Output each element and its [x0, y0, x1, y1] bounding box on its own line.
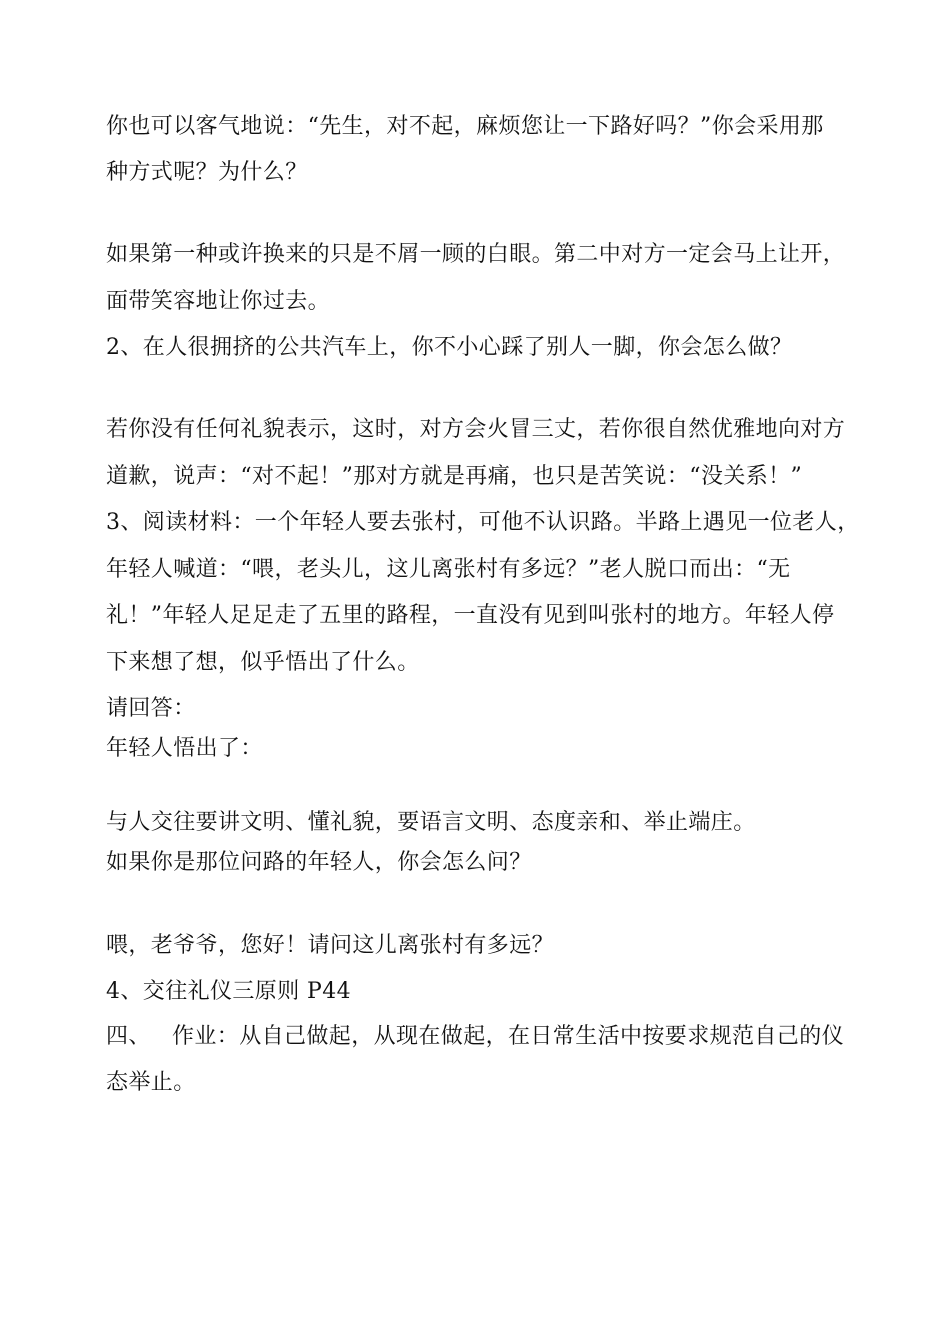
text-line: 若你没有任何礼貌表示，这时，对方会火冒三丈，若你很自然优雅地向对方 — [106, 417, 846, 442]
text-line: 你也可以客气地说：“先生，对不起，麻烦您让一下路好吗？”你会采用那 — [106, 114, 824, 139]
text-line: 3、阅读材料：一个年轻人要去张村，可他不认识路。半路上遇见一位老人， — [106, 510, 860, 535]
homework-line — [106, 1022, 866, 1052]
text-line: 道歉，说声：“对不起！”那对方就是再痛，也只是苦笑说：“没关系！” — [106, 464, 803, 489]
answer-line: 与人交往要讲文明、懂礼貌，要语言文明、态度亲和、举止端庄。 — [106, 810, 756, 835]
text-line: 年轻人悟出了： — [106, 736, 263, 761]
text-line: 种方式呢？为什么？ — [106, 160, 308, 185]
text-line: 如果第一种或许换来的只是不屑一顾的白眼。第二中对方一定会马上让开， — [106, 242, 846, 267]
homework-text: 作业：从自己做起，从现在做起，在日常生活中按要求规范自己的仪 — [172, 1024, 845, 1049]
question-line: 如果你是那位问路的年轻人，你会怎么问？ — [106, 850, 532, 875]
text-line: 请回答： — [106, 696, 196, 721]
text-line: 面带笑容地让你过去。 — [106, 289, 331, 314]
section-heading: 4、交往礼仪三原则 P44 — [106, 979, 351, 1004]
homework-label: 四、 — [106, 1024, 151, 1049]
text-line: 礼！”年轻人足足走了五里的路程，一直没有见到叫张村的地方。年轻人停 — [106, 603, 835, 628]
answer-line: 喂，老爷爷，您好！请问这儿离张村有多远？ — [106, 933, 555, 958]
text-line: 年轻人喊道：“喂，老头儿，这儿离张村有多远？”老人脱口而出：“无 — [106, 557, 791, 582]
homework-continuation: 态举止。 — [106, 1070, 196, 1095]
text-line: 2、在人很拥挤的公共汽车上，你不小心踩了别人一脚，你会怎么做？ — [106, 335, 793, 360]
text-line: 下来想了想，似乎悟出了什么。 — [106, 650, 420, 675]
